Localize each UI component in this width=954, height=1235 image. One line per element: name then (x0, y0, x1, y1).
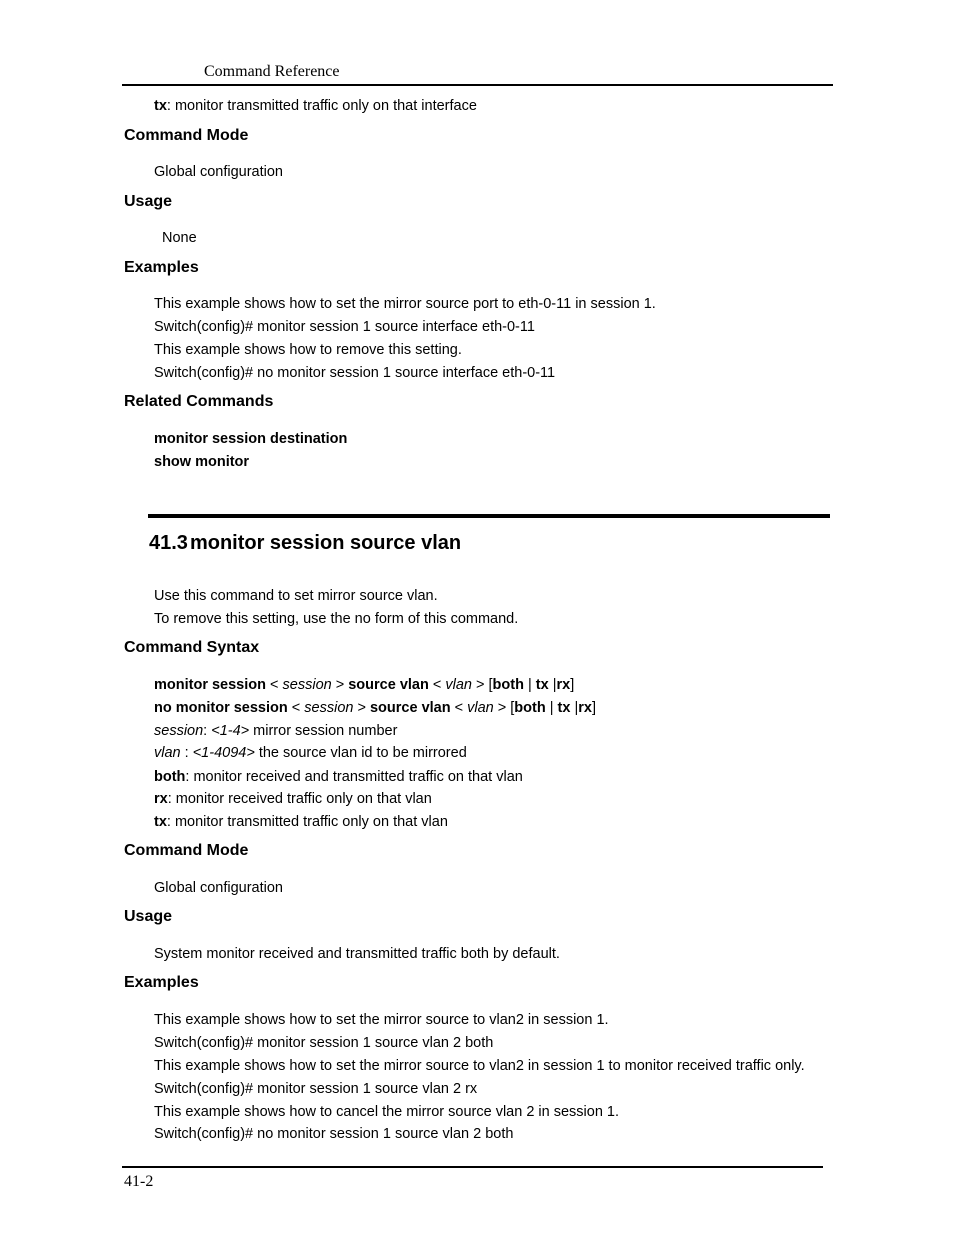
param-desc: mirror session number (249, 723, 398, 739)
syntax-punct: < (287, 700, 305, 716)
related-command: show monitor (154, 454, 250, 470)
syntax-punct: > [ (471, 677, 493, 693)
example-line: Switch(config)# monitor session 1 source vlan 2 both (154, 1035, 494, 1051)
param-desc: : monitor received and transmitted traffic on that vlan (185, 769, 523, 785)
heading-examples: Examples (124, 259, 199, 276)
syntax-arg: session (304, 700, 354, 716)
param-term: session (154, 723, 204, 739)
syntax-punct: | (545, 700, 558, 716)
heading-examples: Examples (124, 974, 199, 991)
syntax-keyword: source vlan (369, 700, 451, 716)
heading-usage: Usage (124, 908, 173, 925)
param-desc: the source vlan id to be mirrored (254, 745, 467, 761)
related-command: monitor session destination (154, 431, 348, 447)
heading-command-mode: Command Mode (124, 842, 249, 859)
heading-command-mode: Command Mode (124, 127, 249, 144)
example-line: This example shows how to set the mirror source to vlan2 in session 1. (154, 1012, 609, 1028)
example-line: This example shows how to set the mirror source to vlan2 in session 1 to monitor received traffic only. (154, 1058, 805, 1074)
example-line: This example shows how to remove this setting. (154, 342, 462, 358)
syntax-arg: session (282, 677, 332, 693)
syntax-punct: < (266, 677, 283, 693)
syntax-keyword: tx (535, 677, 549, 693)
header-rule (122, 84, 833, 86)
syntax-line (154, 699, 596, 717)
example-line: This example shows how to set the mirror source port to eth-0-11 in session 1. (154, 296, 656, 312)
tx-param-line (154, 97, 477, 115)
syntax-keyword: both (492, 677, 524, 693)
example-line: Switch(config)# monitor session 1 source vlan 2 rx (154, 1081, 478, 1097)
syntax-punct: ] (570, 677, 575, 693)
footer-rule (122, 1166, 823, 1168)
example-line: Switch(config)# no monitor session 1 source interface eth-0-11 (154, 365, 556, 381)
param-sep: : (203, 723, 212, 739)
syntax-punct: | (523, 677, 536, 693)
syntax-punct: | (570, 700, 579, 716)
syntax-punct: ] (591, 700, 596, 716)
param-desc: : monitor received traffic only on that vlan (167, 791, 432, 807)
page-number: 41-2 (124, 1173, 154, 1190)
section-rule (148, 514, 830, 518)
example-line: This example shows how to cancel the mirror source vlan 2 in session 1. (154, 1104, 620, 1120)
syntax-punct: > (331, 677, 349, 693)
section-title (149, 531, 461, 555)
param-term: both (154, 769, 186, 785)
command-mode-text: Global configuration (154, 880, 283, 896)
syntax-punct: > [ (493, 700, 515, 716)
example-line: Switch(config)# no monitor session 1 source vlan 2 both (154, 1126, 514, 1142)
heading-usage: Usage (124, 193, 173, 210)
intro-line: To remove this setting, use the no form of this command. (154, 611, 519, 627)
param-term: rx (154, 791, 168, 807)
syntax-punct: < (428, 677, 446, 693)
syntax-line (154, 676, 574, 694)
param-range: <1-4094> (192, 745, 255, 761)
usage-text: None (162, 230, 197, 246)
example-line: Switch(config)# monitor session 1 source interface eth-0-11 (154, 319, 535, 335)
param-line (154, 790, 432, 808)
intro-line: Use this command to set mirror source vlan. (154, 588, 438, 604)
param-term: tx (154, 98, 167, 114)
param-term: tx (154, 814, 167, 830)
syntax-keyword: monitor session (154, 677, 266, 693)
syntax-punct: < (450, 700, 468, 716)
command-mode-text: Global configuration (154, 164, 283, 180)
running-header: Command Reference (204, 63, 340, 80)
param-line (154, 744, 467, 762)
syntax-punct: | (548, 677, 557, 693)
syntax-keyword: tx (557, 700, 571, 716)
param-term: vlan (154, 745, 181, 761)
param-sep: : (180, 745, 193, 761)
syntax-keyword: source vlan (348, 677, 429, 693)
syntax-arg: vlan (445, 677, 472, 693)
heading-command-syntax: Command Syntax (124, 639, 260, 656)
param-desc: : monitor transmitted traffic only on that vlan (166, 814, 448, 830)
param-line (154, 813, 448, 831)
section-name: monitor session source vlan (189, 532, 462, 554)
section-number: 41.3 (149, 532, 188, 554)
syntax-keyword: both (514, 700, 546, 716)
syntax-arg: vlan (467, 700, 494, 716)
param-desc: : monitor transmitted traffic only on that interface (166, 98, 477, 114)
heading-related-commands: Related Commands (124, 393, 274, 410)
param-range: <1-4> (211, 723, 250, 739)
param-line (154, 768, 523, 786)
syntax-keyword: rx (556, 677, 571, 693)
usage-text: System monitor received and transmitted traffic both by default. (154, 946, 560, 962)
syntax-keyword: rx (578, 700, 592, 716)
syntax-punct: > (353, 700, 370, 716)
syntax-keyword: no monitor session (154, 700, 288, 716)
param-line (154, 722, 397, 740)
